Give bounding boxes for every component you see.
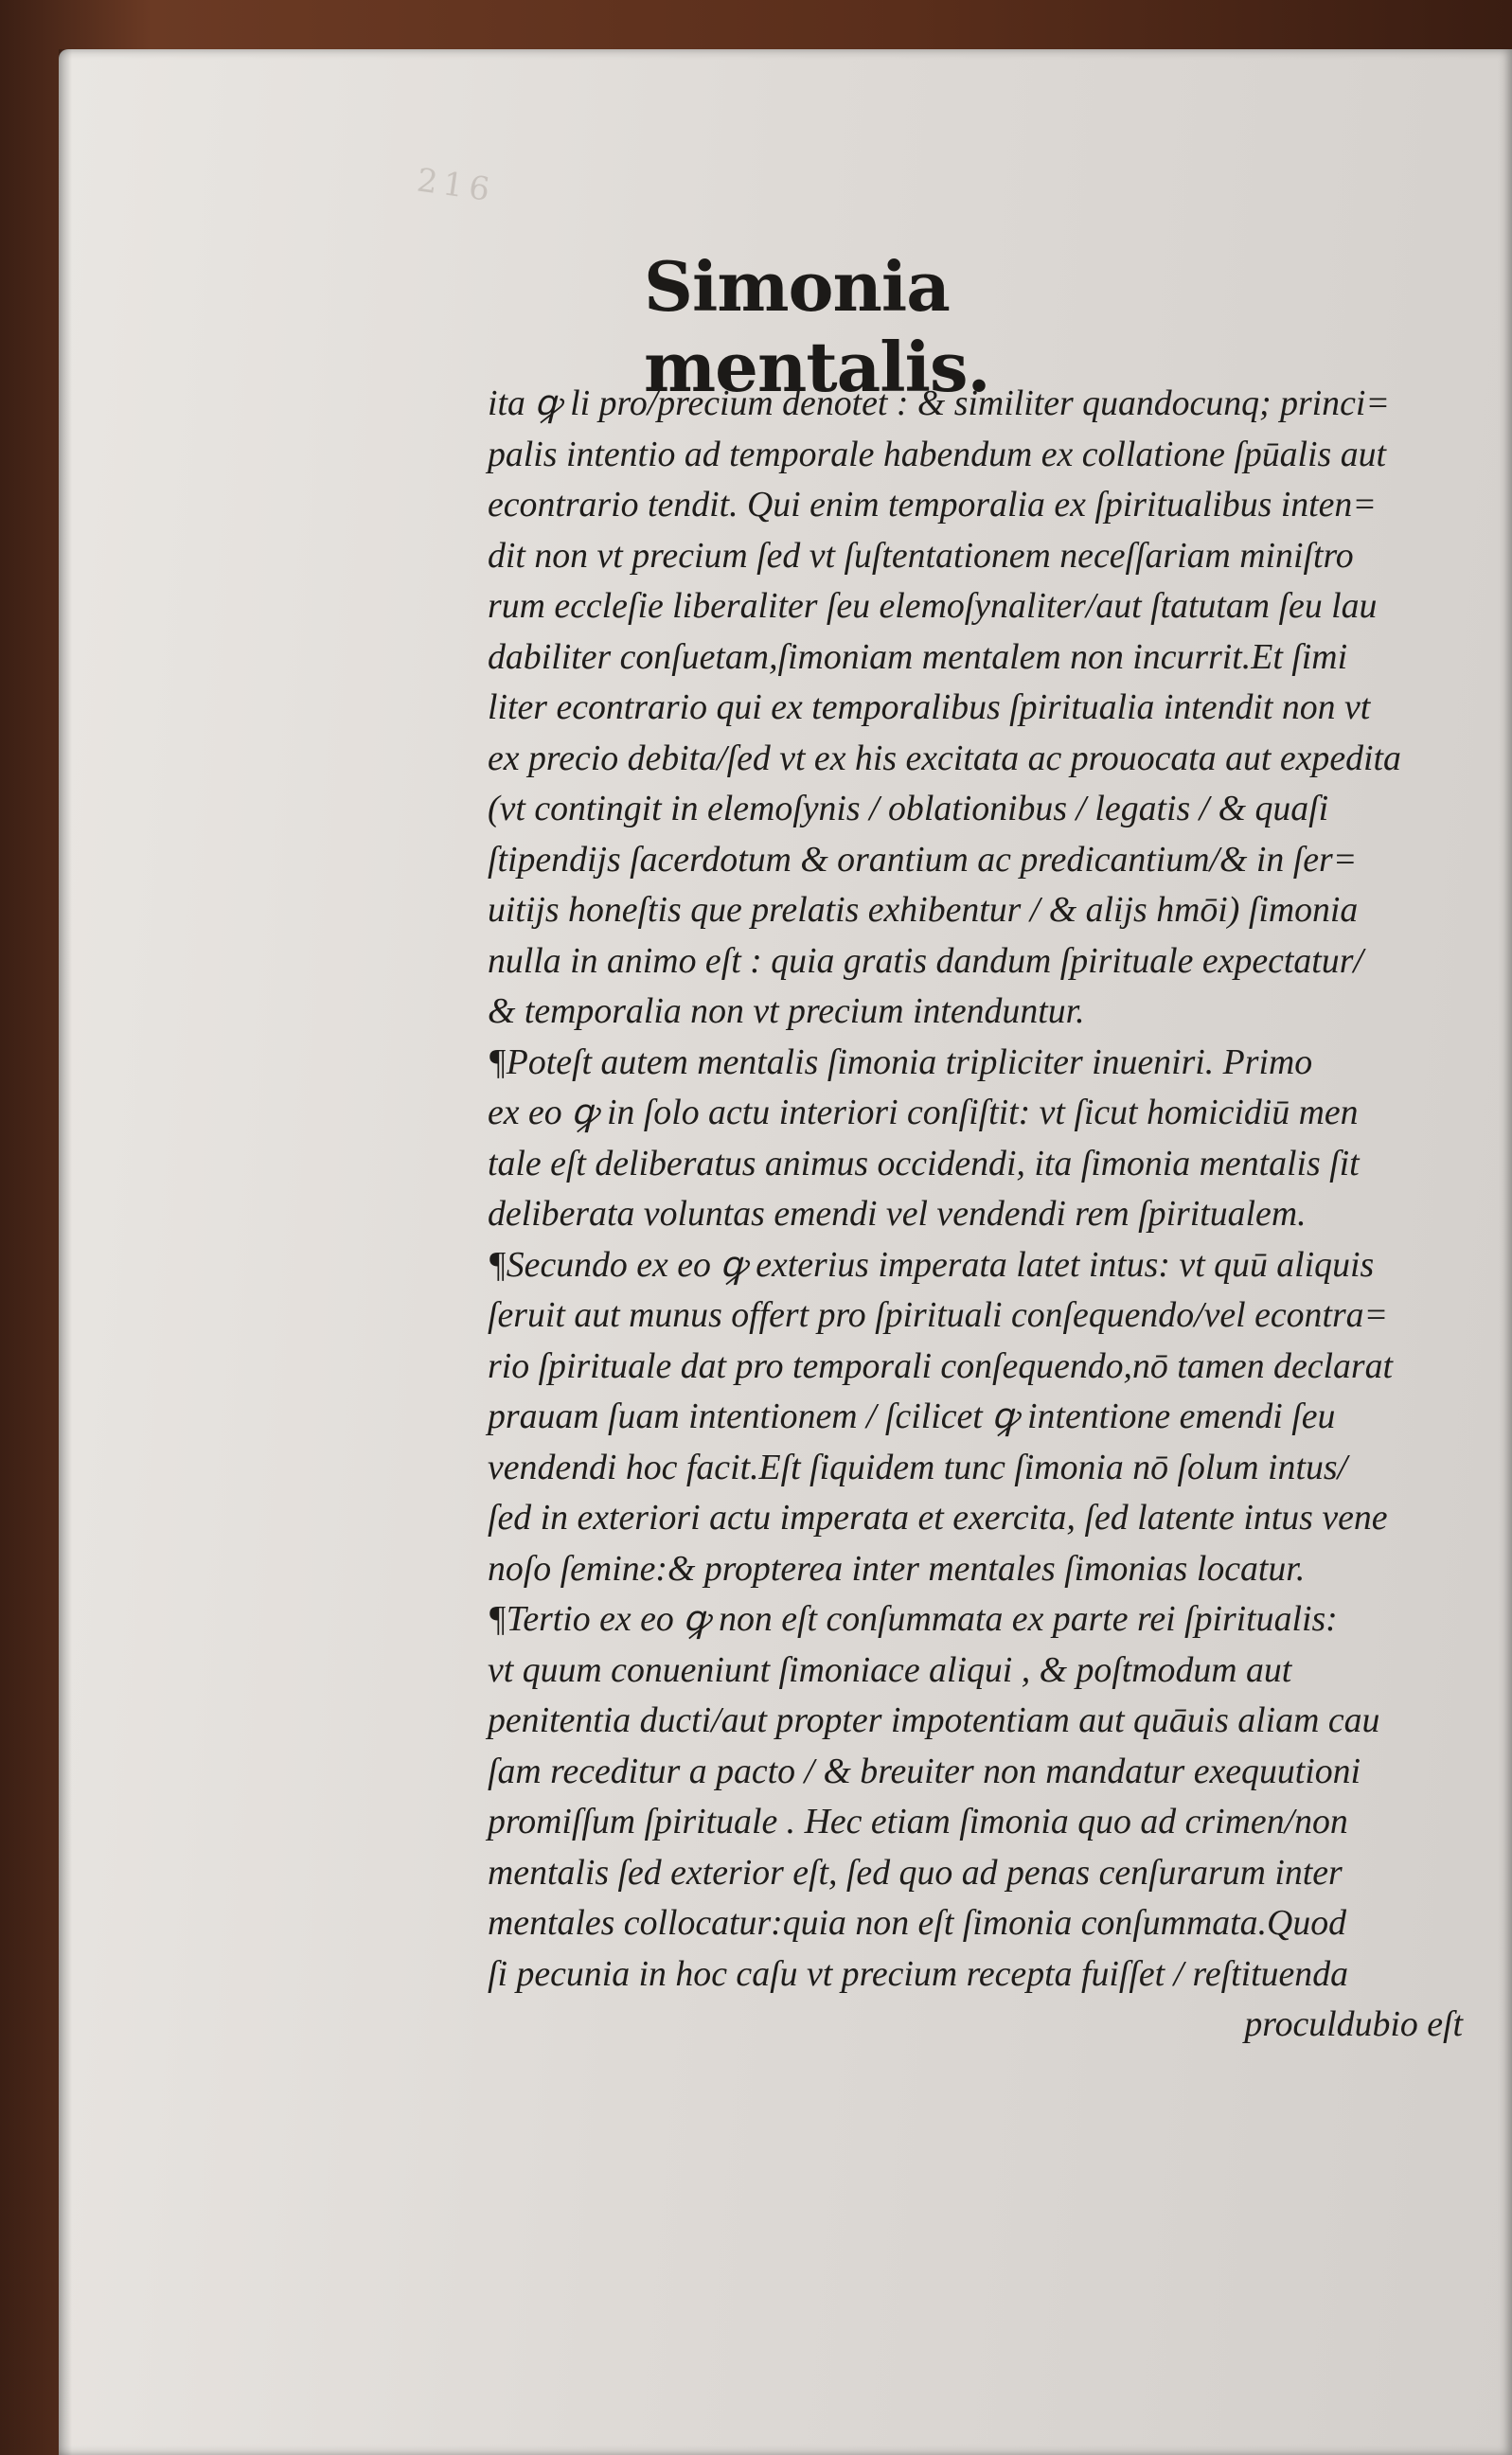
text-line: rum eccleſie liberaliter ſeu elemoſynaliter/aut ſtatutam ſeu lau [488, 586, 1378, 626]
text-line: promiſſum ſpirituale . Hec etiam ſimonia quo ad crimen/non [488, 1802, 1348, 1841]
running-head: Simonia mentalis. [644, 246, 990, 407]
text-line: deliberata voluntas emendi vel vendendi rem ſpiritualem. [488, 1194, 1307, 1234]
text-line: palis intentio ad temporale habendum ex collatione ſpūalis aut [488, 434, 1387, 474]
text-line: vendendi hoc facit.Eſt ſiquidem tunc ſimonia nō ſolum intus/ [488, 1447, 1348, 1487]
text-line: ſtipendijs ſacerdotum & orantium ac predicantium/& in ſer= [488, 839, 1358, 880]
text-line: ex eo ꝙ in ſolo actu interiori conſiſtit: vt ſicut homicidiū men [488, 1093, 1359, 1132]
text-line: mentales collocatur:quia non eſt ſimonia conſummata.Quod [488, 1903, 1347, 1943]
text-line: (vt contingit in elemoſynis / oblationibus / legatis / & quaſi [488, 789, 1329, 828]
text-block [488, 379, 1463, 2051]
text-line: prauam ſuam intentionem / ſcilicet ꝙ intentione emendi ſeu [488, 1397, 1336, 1436]
catchword: proculdubio eſt [1244, 2004, 1463, 2044]
text-line: & temporalia non vt precium intenduntur. [488, 991, 1085, 1031]
text-line: ex precio debita/ſed vt ex his excitata ac prouocata aut expedita [488, 738, 1401, 778]
paragraph-start-line: ¶Poteſt autem mentalis ſimonia tripliciter inueniri. Primo [488, 1041, 1313, 1082]
text-line: liter econtrario qui ex temporalibus ſpiritualia intendit non vt [488, 687, 1371, 727]
text-line: rio ſpirituale dat pro temporali conſequendo,nō tamen declarat [488, 1345, 1394, 1386]
text-line: noſo ſemine:& propterea inter mentales ſimonias locatur. [488, 1548, 1306, 1589]
text-line: econtrario tendit. Qui enim temporalia ex ſpiritualibus inten= [488, 485, 1377, 525]
text-line: ſam receditur a pacto / & breuiter non mandatur exequutioni [488, 1751, 1361, 1791]
text-line: dit non vt precium ſed vt ſuſtentationem neceſſariam miniſtro [488, 535, 1354, 576]
paragraph-start-line: ¶Secundo ex eo ꝙ exterius imperata latet intus: vt quū aliquis [488, 1244, 1375, 1285]
paragraph-start-line: ¶Tertio ex eo ꝙ non eſt conſummata ex parte rei ſpiritualis: [488, 1599, 1338, 1639]
text-line: ſed in exteriori actu imperata et exercita, ſed latente intus vene [488, 1498, 1388, 1538]
text-line: ita ꝙ li pro/precium denotet : & similiter quandocunq; princi= [488, 383, 1390, 423]
text-line: ſeruit aut munus offert pro ſpirituali conſequendo/vel econtra= [488, 1295, 1389, 1335]
text-line: penitentia ducti/aut propter impotentiam aut quāuis aliam cau [488, 1700, 1380, 1740]
text-line: mentalis ſed exterior eſt, ſed quo ad penas cenſurarum inter [488, 1852, 1343, 1893]
page-edge-shadow [59, 49, 72, 2455]
folio-number: 216 [414, 161, 498, 210]
text-line: tale eſt deliberatus animus occidendi, ita ſimonia mentalis ſit [488, 1143, 1360, 1183]
text-line: ſi pecunia in hoc caſu vt precium recepta fuiſſet / reſtituenda [488, 1953, 1348, 1994]
text-line: nulla in animo eſt : quia gratis dandum ſpirituale expectatur/ [488, 940, 1363, 981]
text-line: vt quum conueniunt ſimoniace aliqui , & poſtmodum aut [488, 1649, 1292, 1690]
text-line: uitijs honeſtis que prelatis exhibentur / & alijs hmōi) ſimonia [488, 890, 1359, 930]
text-line: dabiliter conſuetam,ſimoniam mentalem non incurrit.Et ſimi [488, 636, 1348, 677]
